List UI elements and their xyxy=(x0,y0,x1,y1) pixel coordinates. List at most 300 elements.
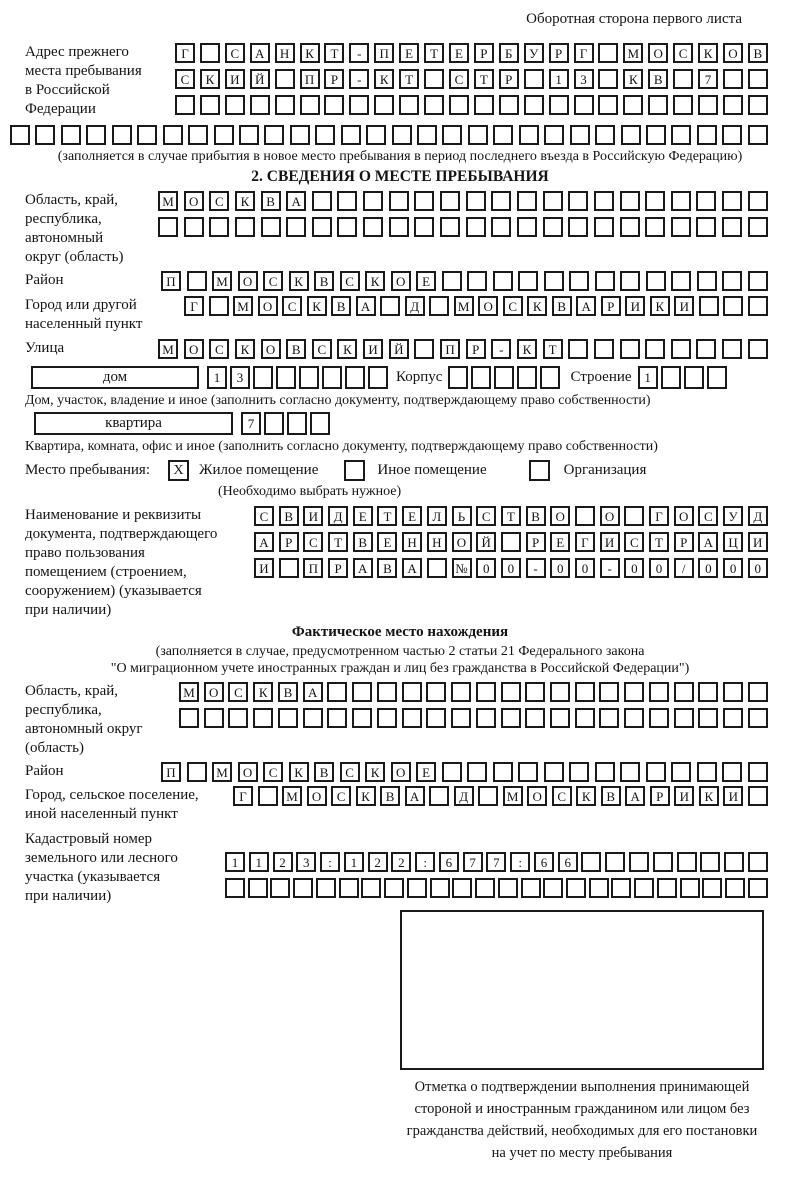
char-box[interactable] xyxy=(570,125,590,145)
char-box[interactable] xyxy=(264,125,284,145)
char-box[interactable] xyxy=(581,852,601,872)
char-box[interactable]: Г xyxy=(184,296,204,316)
char-box[interactable] xyxy=(449,95,469,115)
char-box[interactable] xyxy=(287,412,307,435)
char-box[interactable]: В xyxy=(278,682,298,702)
char-box[interactable]: Б xyxy=(499,43,519,63)
char-box[interactable] xyxy=(707,366,727,389)
char-box[interactable]: 6 xyxy=(534,852,554,872)
char-box[interactable] xyxy=(748,682,768,702)
char-box[interactable] xyxy=(158,217,178,237)
char-box[interactable]: 1 xyxy=(207,366,227,389)
char-box[interactable]: К xyxy=(200,69,220,89)
char-box[interactable] xyxy=(442,762,462,782)
char-box[interactable]: Р xyxy=(324,69,344,89)
char-box[interactable]: Р xyxy=(601,296,621,316)
char-box[interactable]: : xyxy=(415,852,435,872)
char-box[interactable]: - xyxy=(600,558,620,578)
char-box[interactable]: С xyxy=(228,682,248,702)
char-box[interactable]: П xyxy=(300,69,320,89)
char-box[interactable]: М xyxy=(282,786,302,806)
char-box[interactable] xyxy=(589,878,609,898)
char-box[interactable]: М xyxy=(158,339,178,359)
char-box[interactable] xyxy=(748,271,768,291)
char-box[interactable]: К xyxy=(699,786,719,806)
char-box[interactable] xyxy=(524,95,544,115)
char-box[interactable] xyxy=(264,412,284,435)
char-box[interactable] xyxy=(699,296,719,316)
char-box[interactable] xyxy=(352,708,372,728)
char-box[interactable]: О xyxy=(550,506,570,526)
char-box[interactable] xyxy=(200,95,220,115)
char-box[interactable] xyxy=(286,217,306,237)
char-box[interactable] xyxy=(349,95,369,115)
char-box[interactable]: 0 xyxy=(575,558,595,578)
char-box[interactable]: М xyxy=(233,296,253,316)
char-box[interactable] xyxy=(680,878,700,898)
char-box[interactable] xyxy=(424,69,444,89)
char-box[interactable] xyxy=(671,271,691,291)
char-box[interactable]: К xyxy=(576,786,596,806)
char-box[interactable]: М xyxy=(454,296,474,316)
char-box[interactable] xyxy=(248,878,268,898)
char-box[interactable] xyxy=(568,217,588,237)
char-box[interactable] xyxy=(478,786,498,806)
char-box[interactable] xyxy=(671,191,691,211)
char-box[interactable]: К xyxy=(365,271,385,291)
char-box[interactable]: О xyxy=(723,43,743,63)
char-box[interactable] xyxy=(424,95,444,115)
char-box[interactable] xyxy=(209,296,229,316)
char-box[interactable]: В xyxy=(286,339,306,359)
char-box[interactable]: С xyxy=(254,506,274,526)
char-box[interactable]: 6 xyxy=(558,852,578,872)
char-box[interactable] xyxy=(697,125,717,145)
char-box[interactable] xyxy=(250,95,270,115)
char-box[interactable]: М xyxy=(503,786,523,806)
char-box[interactable]: А xyxy=(254,532,274,552)
char-box[interactable]: П xyxy=(161,762,181,782)
char-box[interactable] xyxy=(374,95,394,115)
char-box[interactable] xyxy=(673,69,693,89)
char-box[interactable]: Т xyxy=(324,43,344,63)
char-box[interactable] xyxy=(748,69,768,89)
char-box[interactable] xyxy=(384,878,404,898)
char-box[interactable]: № xyxy=(452,558,472,578)
char-box[interactable] xyxy=(575,682,595,702)
char-box[interactable]: К xyxy=(365,762,385,782)
char-box[interactable]: О xyxy=(307,786,327,806)
char-box[interactable] xyxy=(501,532,521,552)
char-box[interactable] xyxy=(187,762,207,782)
char-box[interactable] xyxy=(225,878,245,898)
char-box[interactable] xyxy=(748,95,768,115)
char-box[interactable] xyxy=(324,95,344,115)
char-box[interactable] xyxy=(748,852,768,872)
char-box[interactable]: В xyxy=(648,69,668,89)
char-box[interactable] xyxy=(648,95,668,115)
char-box[interactable]: А xyxy=(356,296,376,316)
char-box[interactable]: - xyxy=(491,339,511,359)
char-box[interactable]: С xyxy=(303,532,323,552)
char-box[interactable] xyxy=(363,217,383,237)
char-box[interactable] xyxy=(276,366,296,389)
char-box[interactable]: В xyxy=(279,506,299,526)
char-box[interactable]: К xyxy=(235,191,255,211)
char-box[interactable] xyxy=(671,125,691,145)
char-box[interactable] xyxy=(594,191,614,211)
char-box[interactable]: Т xyxy=(424,43,444,63)
char-box[interactable] xyxy=(517,366,537,389)
char-box[interactable] xyxy=(61,125,81,145)
char-box[interactable]: И xyxy=(225,69,245,89)
char-box[interactable]: П xyxy=(440,339,460,359)
char-box[interactable]: К xyxy=(289,762,309,782)
char-box[interactable] xyxy=(748,191,768,211)
char-box[interactable] xyxy=(499,95,519,115)
char-box[interactable] xyxy=(722,271,742,291)
char-box[interactable] xyxy=(671,762,691,782)
char-box[interactable] xyxy=(491,217,511,237)
char-box[interactable]: К xyxy=(374,69,394,89)
char-box[interactable] xyxy=(200,43,220,63)
char-box[interactable] xyxy=(261,217,281,237)
char-box[interactable] xyxy=(363,191,383,211)
char-box[interactable] xyxy=(723,708,743,728)
char-box[interactable] xyxy=(368,366,388,389)
char-box[interactable] xyxy=(451,708,471,728)
char-box[interactable] xyxy=(722,191,742,211)
char-box[interactable] xyxy=(661,366,681,389)
char-box[interactable] xyxy=(657,878,677,898)
char-box[interactable]: В xyxy=(748,43,768,63)
char-box[interactable]: Р xyxy=(474,43,494,63)
char-box[interactable] xyxy=(599,708,619,728)
char-box[interactable] xyxy=(399,95,419,115)
char-box[interactable] xyxy=(258,786,278,806)
char-box[interactable] xyxy=(723,296,743,316)
char-box[interactable] xyxy=(494,366,514,389)
char-box[interactable]: Е xyxy=(399,43,419,63)
char-box[interactable] xyxy=(501,708,521,728)
char-box[interactable]: Г xyxy=(649,506,669,526)
char-box[interactable] xyxy=(623,95,643,115)
char-box[interactable]: С xyxy=(449,69,469,89)
char-box[interactable]: 0 xyxy=(476,558,496,578)
char-box[interactable] xyxy=(327,682,347,702)
char-box[interactable] xyxy=(598,43,618,63)
char-box[interactable] xyxy=(645,339,665,359)
char-box[interactable]: О xyxy=(527,786,547,806)
char-box[interactable]: К xyxy=(289,271,309,291)
char-box[interactable] xyxy=(366,125,386,145)
char-box[interactable]: Н xyxy=(402,532,422,552)
char-box[interactable]: 3 xyxy=(574,69,594,89)
char-box[interactable] xyxy=(697,271,717,291)
char-box[interactable] xyxy=(316,878,336,898)
char-box[interactable]: А xyxy=(286,191,306,211)
char-box[interactable] xyxy=(594,339,614,359)
char-box[interactable] xyxy=(624,708,644,728)
char-box[interactable]: 6 xyxy=(439,852,459,872)
char-box[interactable]: Ц xyxy=(723,532,743,552)
char-box[interactable]: Р xyxy=(549,43,569,63)
char-box[interactable] xyxy=(698,682,718,702)
char-box[interactable] xyxy=(517,191,537,211)
char-box[interactable]: 7 xyxy=(241,412,261,435)
char-box[interactable] xyxy=(611,878,631,898)
char-box[interactable] xyxy=(253,708,273,728)
char-box[interactable]: С xyxy=(503,296,523,316)
char-box[interactable] xyxy=(290,125,310,145)
char-box[interactable] xyxy=(471,366,491,389)
char-box[interactable] xyxy=(228,708,248,728)
char-box[interactable] xyxy=(312,217,332,237)
char-box[interactable] xyxy=(275,69,295,89)
char-box[interactable]: С xyxy=(340,762,360,782)
char-box[interactable] xyxy=(214,125,234,145)
char-box[interactable] xyxy=(595,762,615,782)
char-box[interactable]: 0 xyxy=(748,558,768,578)
char-box[interactable]: А xyxy=(303,682,323,702)
char-box[interactable] xyxy=(337,217,357,237)
char-box[interactable] xyxy=(429,786,449,806)
char-box[interactable]: Г xyxy=(233,786,253,806)
char-box[interactable] xyxy=(624,506,644,526)
char-box[interactable]: 0 xyxy=(649,558,669,578)
char-box[interactable]: М xyxy=(158,191,178,211)
char-box[interactable]: С xyxy=(624,532,644,552)
char-box[interactable] xyxy=(696,339,716,359)
char-box[interactable] xyxy=(698,708,718,728)
char-box[interactable]: С xyxy=(282,296,302,316)
char-box[interactable] xyxy=(253,366,273,389)
char-box[interactable] xyxy=(476,682,496,702)
char-box[interactable]: О xyxy=(648,43,668,63)
char-box[interactable] xyxy=(543,217,563,237)
char-box[interactable] xyxy=(312,191,332,211)
char-box[interactable]: - xyxy=(349,43,369,63)
char-box[interactable]: О xyxy=(478,296,498,316)
char-box[interactable]: В xyxy=(353,532,373,552)
char-box[interactable]: К xyxy=(307,296,327,316)
char-box[interactable] xyxy=(645,217,665,237)
char-box[interactable]: Д xyxy=(454,786,474,806)
char-box[interactable]: О xyxy=(258,296,278,316)
char-box[interactable] xyxy=(414,191,434,211)
char-box[interactable] xyxy=(475,878,495,898)
char-box[interactable] xyxy=(440,217,460,237)
char-box[interactable] xyxy=(341,125,361,145)
char-box[interactable] xyxy=(646,762,666,782)
char-box[interactable] xyxy=(427,558,447,578)
char-box[interactable] xyxy=(674,682,694,702)
char-box[interactable]: П xyxy=(161,271,181,291)
char-box[interactable] xyxy=(440,191,460,211)
char-box[interactable] xyxy=(748,296,768,316)
char-box[interactable] xyxy=(352,682,372,702)
char-box[interactable] xyxy=(645,191,665,211)
char-box[interactable]: П xyxy=(303,558,323,578)
char-box[interactable] xyxy=(426,708,446,728)
char-box[interactable]: Л xyxy=(427,506,447,526)
char-box[interactable] xyxy=(35,125,55,145)
stay-type-checkbox-residential[interactable]: X xyxy=(168,460,189,481)
char-box[interactable] xyxy=(575,506,595,526)
char-box[interactable]: Е xyxy=(353,506,373,526)
char-box[interactable] xyxy=(575,708,595,728)
char-box[interactable]: Г xyxy=(175,43,195,63)
char-box[interactable] xyxy=(566,878,586,898)
char-box[interactable] xyxy=(414,339,434,359)
char-box[interactable]: Е xyxy=(416,762,436,782)
char-box[interactable]: Н xyxy=(275,43,295,63)
char-box[interactable] xyxy=(525,682,545,702)
char-box[interactable] xyxy=(568,339,588,359)
char-box[interactable] xyxy=(442,125,462,145)
char-box[interactable]: 0 xyxy=(723,558,743,578)
char-box[interactable]: 7 xyxy=(486,852,506,872)
char-box[interactable] xyxy=(598,95,618,115)
char-box[interactable]: Д xyxy=(748,506,768,526)
char-box[interactable]: - xyxy=(526,558,546,578)
char-box[interactable] xyxy=(698,95,718,115)
char-box[interactable] xyxy=(389,191,409,211)
char-box[interactable]: Д xyxy=(405,296,425,316)
char-box[interactable]: У xyxy=(723,506,743,526)
char-box[interactable] xyxy=(620,271,640,291)
char-box[interactable] xyxy=(476,708,496,728)
char-box[interactable] xyxy=(322,366,342,389)
char-box[interactable]: В xyxy=(261,191,281,211)
char-box[interactable]: 7 xyxy=(463,852,483,872)
char-box[interactable] xyxy=(299,366,319,389)
char-box[interactable]: Р xyxy=(674,532,694,552)
char-box[interactable]: В xyxy=(331,296,351,316)
char-box[interactable]: А xyxy=(405,786,425,806)
char-box[interactable] xyxy=(315,125,335,145)
char-box[interactable] xyxy=(518,271,538,291)
char-box[interactable]: К xyxy=(235,339,255,359)
char-box[interactable]: Р xyxy=(526,532,546,552)
char-box[interactable]: 2 xyxy=(368,852,388,872)
char-box[interactable]: Е xyxy=(416,271,436,291)
char-box[interactable] xyxy=(677,852,697,872)
char-box[interactable] xyxy=(674,708,694,728)
char-box[interactable] xyxy=(518,762,538,782)
char-box[interactable] xyxy=(620,217,640,237)
char-box[interactable]: А xyxy=(250,43,270,63)
char-box[interactable]: : xyxy=(320,852,340,872)
char-box[interactable] xyxy=(493,762,513,782)
char-box[interactable]: С xyxy=(340,271,360,291)
char-box[interactable] xyxy=(163,125,183,145)
char-box[interactable] xyxy=(517,217,537,237)
char-box[interactable] xyxy=(748,786,768,806)
char-box[interactable]: 0 xyxy=(698,558,718,578)
char-box[interactable] xyxy=(722,217,742,237)
char-box[interactable] xyxy=(402,708,422,728)
char-box[interactable]: Т xyxy=(377,506,397,526)
char-box[interactable]: П xyxy=(374,43,394,63)
char-box[interactable]: И xyxy=(723,786,743,806)
char-box[interactable] xyxy=(493,125,513,145)
char-box[interactable]: 2 xyxy=(391,852,411,872)
char-box[interactable] xyxy=(540,366,560,389)
char-box[interactable] xyxy=(569,762,589,782)
char-box[interactable] xyxy=(86,125,106,145)
char-box[interactable] xyxy=(275,95,295,115)
char-box[interactable]: К xyxy=(356,786,376,806)
char-box[interactable]: О xyxy=(391,762,411,782)
char-box[interactable] xyxy=(442,271,462,291)
char-box[interactable]: К xyxy=(623,69,643,89)
char-box[interactable] xyxy=(594,217,614,237)
char-box[interactable] xyxy=(448,366,468,389)
char-box[interactable]: 1 xyxy=(249,852,269,872)
char-box[interactable]: 1 xyxy=(225,852,245,872)
char-box[interactable]: К xyxy=(300,43,320,63)
char-box[interactable]: Т xyxy=(501,506,521,526)
char-box[interactable]: В xyxy=(526,506,546,526)
char-box[interactable]: К xyxy=(527,296,547,316)
char-box[interactable] xyxy=(467,271,487,291)
char-box[interactable]: - xyxy=(349,69,369,89)
char-box[interactable] xyxy=(684,366,704,389)
char-box[interactable]: Т xyxy=(328,532,348,552)
char-box[interactable] xyxy=(595,125,615,145)
char-box[interactable] xyxy=(468,125,488,145)
char-box[interactable]: Е xyxy=(449,43,469,63)
char-box[interactable] xyxy=(389,217,409,237)
char-box[interactable] xyxy=(595,271,615,291)
char-box[interactable] xyxy=(549,95,569,115)
char-box[interactable] xyxy=(620,191,640,211)
char-box[interactable]: А xyxy=(698,532,718,552)
char-box[interactable] xyxy=(491,191,511,211)
char-box[interactable]: : xyxy=(510,852,530,872)
char-box[interactable] xyxy=(671,217,691,237)
char-box[interactable]: С xyxy=(225,43,245,63)
char-box[interactable]: И xyxy=(600,532,620,552)
char-box[interactable]: О xyxy=(184,339,204,359)
char-box[interactable]: И xyxy=(674,296,694,316)
char-box[interactable] xyxy=(278,708,298,728)
char-box[interactable]: 7 xyxy=(698,69,718,89)
char-box[interactable] xyxy=(605,852,625,872)
char-box[interactable] xyxy=(673,95,693,115)
char-box[interactable]: А xyxy=(402,558,422,578)
char-box[interactable] xyxy=(649,682,669,702)
char-box[interactable] xyxy=(361,878,381,898)
char-box[interactable] xyxy=(519,125,539,145)
stay-type-checkbox-other[interactable] xyxy=(344,460,365,481)
char-box[interactable]: У xyxy=(524,43,544,63)
char-box[interactable] xyxy=(629,852,649,872)
char-box[interactable]: Р xyxy=(499,69,519,89)
char-box[interactable] xyxy=(327,708,347,728)
char-box[interactable] xyxy=(599,682,619,702)
char-box[interactable] xyxy=(569,271,589,291)
char-box[interactable]: М xyxy=(179,682,199,702)
char-box[interactable]: С xyxy=(312,339,332,359)
char-box[interactable] xyxy=(467,762,487,782)
char-box[interactable] xyxy=(550,682,570,702)
char-box[interactable]: 1 xyxy=(344,852,364,872)
char-box[interactable] xyxy=(700,852,720,872)
char-box[interactable] xyxy=(392,125,412,145)
char-box[interactable]: С xyxy=(673,43,693,63)
